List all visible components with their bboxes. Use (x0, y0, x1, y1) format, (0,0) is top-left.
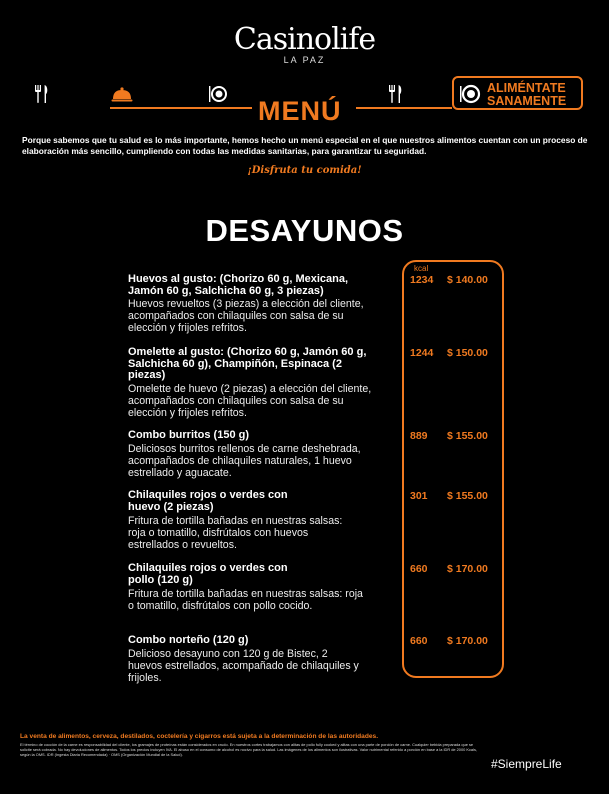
plate-icon (459, 83, 481, 105)
cloche-icon (111, 84, 133, 104)
tagline: ¡Disfruta tu comida! (247, 165, 362, 176)
divider-left (110, 107, 252, 109)
intro-text: Porque sabemos que tu salud es lo más importante, hemos hecho un menú especial en el que nuestros alimentos cuentan con un proceso de elaboración más sencillo, cumpliendo con todas las medidas sanitarias, para garantizar tu seguridad. (22, 135, 588, 156)
item-kcal: 660 (410, 563, 428, 575)
brand-logo (0, 22, 609, 65)
item-name: Chilaquiles rojos o verdes con huevo (2 piezas) (128, 489, 288, 513)
item-description: Huevos revueltos (3 piezas) a elección del cliente, acompañados con chilaquiles con salsa de su elección y frijoles refritos. (128, 298, 364, 334)
plate-icon (208, 84, 228, 104)
eat-healthy-badge (452, 76, 583, 110)
item-kcal: 301 (410, 490, 428, 502)
item-name: Omelette al gusto: (Chorizo 60 g, Jamón 60 g, Salchicha 60 g), Champiñón, Espinaca (2 piezas) (128, 346, 367, 381)
item-kcal: 1234 (410, 274, 434, 286)
item-price: $ 170.00 (447, 635, 488, 647)
item-kcal: 1244 (410, 347, 434, 359)
badge-text (487, 82, 566, 108)
fork-knife-icon (387, 84, 405, 104)
section-title: DESAYUNOS (205, 213, 404, 248)
item-price: $ 150.00 (447, 347, 488, 359)
kcal-label: kcal (414, 264, 429, 273)
item-name: Combo burritos (150 g) (128, 429, 250, 441)
legal-notice-title: La venta de alimentos, cerveza, destilados, coctelería y cigarros está sujeta a la determinación de las autoridades. (20, 733, 379, 740)
item-description: Deliciosos burritos rellenos de carne deshebrada, acompañados de chilaquiles naturales, 1 huevo estrellado y aguacate. (128, 443, 361, 479)
item-price: $ 170.00 (447, 563, 488, 575)
item-price: $ 140.00 (447, 274, 488, 286)
badge-line-2: SANAMENTE (487, 94, 567, 108)
hashtag: #SiempreLife (491, 757, 562, 771)
item-price: $ 155.00 (447, 430, 488, 442)
divider-right (356, 107, 452, 109)
price-column-frame (402, 260, 504, 678)
legal-notice-text: El término de cocción de la carne es responsabilidad del cliente, los gramajes de proteínas están considerados en crudo. En nuestros cortes trabajamos con alitas de pollo fully cooked y alitas con una parte de porción de carne. Cualquier bebida preparada que se solicite será cobrada. No hay devoluciones de alimentos. Todos los precios incluyen IVA. El abuso en el consumo de alcohol es nocivo para la salud. Las imágenes de los alimentos son ilustrativas. Valor nutrimental referido a porción en base a la IDR de 2000 Kcals, según la OMS. IDR (Ingesta Diaria Recomendada) · OMS (Organización Mundial de la Salud). (20, 742, 477, 757)
menu-title: MENÚ (258, 96, 342, 126)
item-name: Huevos al gusto: (Chorizo 60 g, Mexicana, Jamón 60 g, Salchicha 60 g, 3 piezas) (128, 273, 349, 297)
item-name: Combo norteño (120 g) (128, 634, 249, 646)
badge-line-1: ALIMÉNTATE (487, 81, 566, 95)
item-description: Fritura de tortilla bañadas en nuestras salsas: roja o tomatillo, disfrútalos con pollo cocido. (128, 588, 363, 612)
item-description: Delicioso desayuno con 120 g de Bistec, 2 huevos estrellados, acompañado de chilaquiles y frijoles. (128, 648, 359, 684)
fork-knife-icon (33, 84, 51, 104)
item-kcal: 889 (410, 430, 428, 442)
item-description: Omelette de huevo (2 piezas) a elección del cliente, acompañados con chilaquiles con salsa de su elección y frijoles refritos. (128, 383, 372, 419)
item-kcal: 660 (410, 635, 428, 647)
item-description: Fritura de tortilla bañadas en nuestras salsas: roja o tomatillo, disfrútalos con huevos estrellados o revueltos. (128, 515, 343, 551)
logo-text: Casinolife (233, 22, 376, 57)
item-price: $ 155.00 (447, 490, 488, 502)
item-name: Chilaquiles rojos o verdes con pollo (120 g) (128, 562, 288, 586)
logo-subtitle: LA PAZ (283, 55, 326, 65)
